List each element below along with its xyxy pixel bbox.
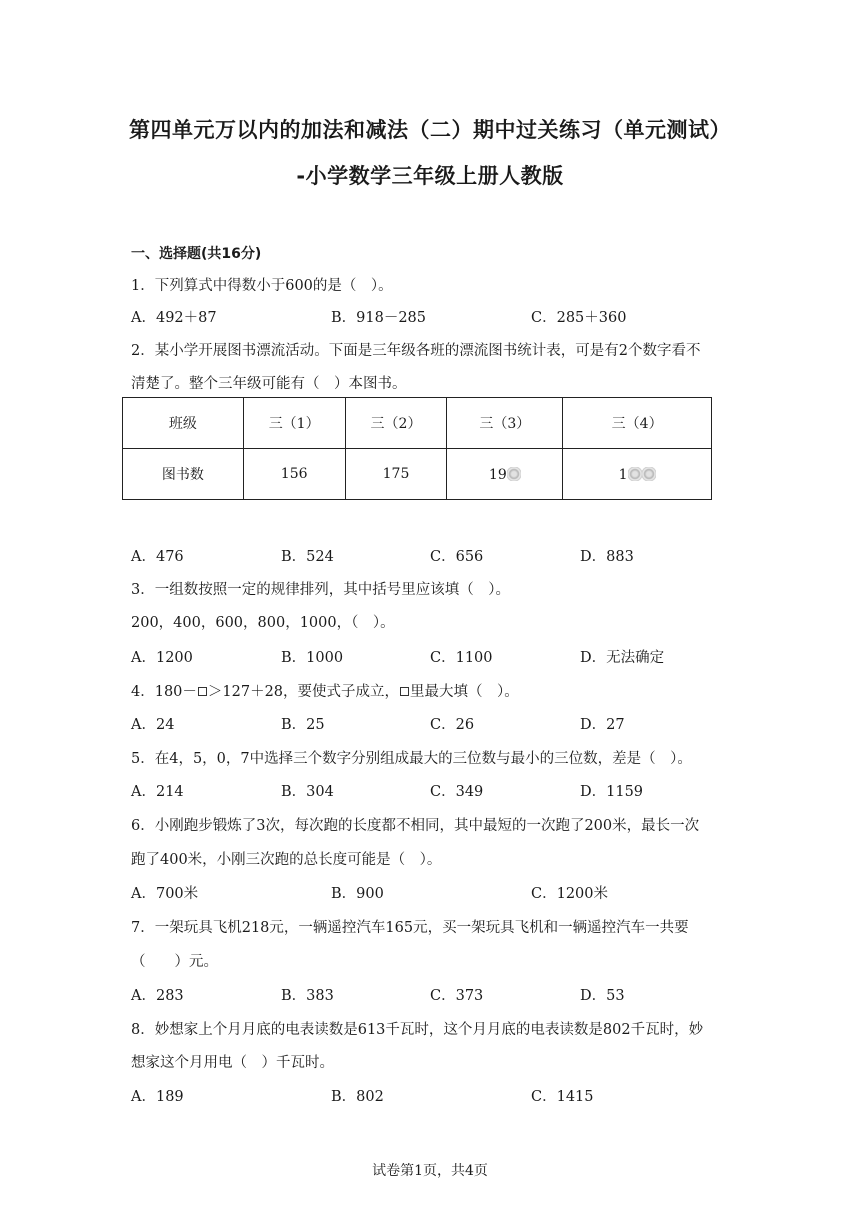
table-cell: 175 <box>345 449 447 500</box>
table-cell-obscured <box>563 449 712 500</box>
q7-option-b: B．383 <box>281 988 334 1004</box>
table-header-cell: 三（2） <box>345 398 447 449</box>
question-3-sequence: 200，400，600，800，1000，（ ）。 <box>131 615 395 631</box>
q4-option-a: A．24 <box>131 717 175 733</box>
question-4-part-a: 4．180－ <box>131 684 197 700</box>
table-header-cell: 三（4） <box>563 398 712 449</box>
question-7-text-line1: 7．一架玩具飞机218元，一辆遥控汽车165元，买一架玩具飞机和一辆遥控汽车一共要 <box>131 920 689 936</box>
page-title-line1: 第四单元万以内的加法和减法（二）期中过关练习（单元测试） <box>129 118 731 142</box>
q2-option-a: A．476 <box>131 549 184 565</box>
q3-option-d: D．无法确定 <box>580 650 665 666</box>
ink-blot-icon <box>642 467 656 481</box>
q3-option-b: B．1000 <box>281 650 344 666</box>
q2-option-c: C．656 <box>430 549 484 565</box>
q4-option-c: C．26 <box>430 717 475 733</box>
question-1-text: 1．下列算式中得数小于600的是（ ）。 <box>131 278 393 294</box>
q7-option-d: D．53 <box>580 988 625 1004</box>
q1-option-c: C．285＋360 <box>531 310 627 326</box>
table-header-cell: 三（1） <box>243 398 345 449</box>
table-row <box>123 449 712 500</box>
question-7-text-line2: （ ）元。 <box>131 954 218 970</box>
q5-option-c: C．349 <box>430 784 484 800</box>
question-8-text-line1: 8．妙想家上个月月底的电表读数是613千瓦时，这个月月底的电表读数是802千瓦时，妙 <box>131 1022 704 1038</box>
q4-option-b: B．25 <box>281 717 325 733</box>
question-8-text-line2: 想家这个月用电（ ）千瓦时。 <box>131 1055 334 1071</box>
table-header-cell: 班级 <box>123 398 244 449</box>
question-4-text <box>131 680 519 701</box>
q5-option-b: B．304 <box>281 784 334 800</box>
q8-option-b: B．802 <box>331 1089 384 1105</box>
page-title-line2: -小学数学三年级上册人教版 <box>296 164 564 188</box>
q6-option-b: B．900 <box>331 886 384 902</box>
q5-option-d: D．1159 <box>580 784 644 800</box>
q3-option-c: C．1100 <box>430 650 493 666</box>
q8-option-c: C．1415 <box>531 1089 594 1105</box>
table-cell-obscured <box>447 449 563 500</box>
q4-option-d: D．27 <box>580 717 625 733</box>
section-heading: 一、选择题(共16分) <box>131 246 262 262</box>
q7-option-a: A．283 <box>131 988 184 1004</box>
question-4-part-b: ＞127＋28，要使式子成立， <box>207 684 400 700</box>
q5-option-a: A．214 <box>131 784 184 800</box>
table-row-label: 图书数 <box>123 449 244 500</box>
books-table <box>122 397 712 500</box>
question-3-text: 3．一组数按照一定的规律排列，其中括号里应该填（ ）。 <box>131 582 510 598</box>
question-2-text-line2: 清楚了。整个三年级可能有（ ）本图书。 <box>131 376 407 392</box>
q3-option-a: A．1200 <box>131 650 193 666</box>
blank-box-icon <box>400 687 409 696</box>
table-cell-partial: 19 <box>488 467 507 483</box>
q1-option-a: A．492＋87 <box>131 310 217 326</box>
q1-option-b: B．918－285 <box>331 310 427 326</box>
q2-option-b: B．524 <box>281 549 334 565</box>
question-2-text-line1: 2．某小学开展图书漂流活动。下面是三年级各班的漂流图书统计表，可是有2个数字看不 <box>131 343 701 359</box>
table-cell-partial: 1 <box>618 467 628 483</box>
question-6-text-line2: 跑了400米，小刚三次跑的总长度可能是（ ）。 <box>131 852 442 868</box>
q7-option-c: C．373 <box>430 988 484 1004</box>
q8-option-a: A．189 <box>131 1089 184 1105</box>
q2-option-d: D．883 <box>580 549 634 565</box>
table-cell: 156 <box>243 449 345 500</box>
question-5-text: 5．在4，5，0，7中选择三个数字分别组成最大的三位数与最小的三位数，差是（ ）。 <box>131 751 692 767</box>
question-6-text-line1: 6．小刚跑步锻炼了3次，每次跑的长度都不相同，其中最短的一次跑了200米，最长一次 <box>131 818 700 834</box>
blank-box-icon <box>198 687 207 696</box>
q6-option-a: A．700米 <box>131 886 199 902</box>
question-4-part-c: 里最大填（ ）。 <box>410 684 519 700</box>
page-footer: 试卷第1页，共4页 <box>372 1163 488 1179</box>
ink-blot-icon <box>628 467 642 481</box>
ink-blot-icon <box>507 467 521 481</box>
table-header-cell: 三（3） <box>447 398 563 449</box>
q6-option-c: C．1200米 <box>531 886 608 902</box>
table-header-row <box>123 398 712 449</box>
